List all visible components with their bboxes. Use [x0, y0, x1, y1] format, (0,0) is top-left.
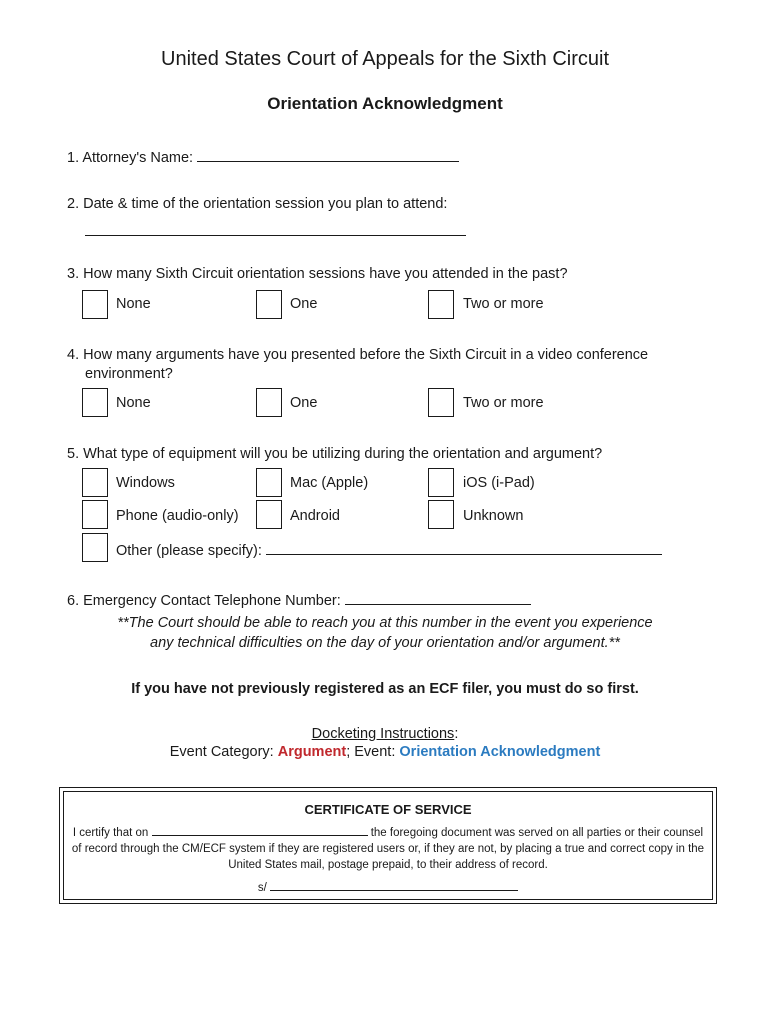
court-title: United States Court of Appeals for the Sixth Circuit [161, 48, 609, 70]
event-value: Orientation Acknowledgment [399, 744, 601, 760]
q3-one-label: One [290, 296, 318, 312]
q3-one-checkbox[interactable] [256, 290, 282, 319]
q3-two-or-more-checkbox[interactable] [428, 290, 454, 319]
question-attorney-name [67, 147, 459, 166]
question-emergency-phone [67, 590, 531, 609]
form-title: Orientation Acknowledgment [267, 94, 503, 113]
certificate-text-before: I certify that on [72, 827, 149, 839]
certificate-title: CERTIFICATE OF SERVICE [304, 802, 472, 817]
event-category-value: Argument [277, 744, 347, 760]
emergency-phone-label: 6. Emergency Contact Telephone Number: [67, 593, 341, 609]
q4-one-label: One [290, 395, 318, 411]
question-arguments-presented-cont: environment? [85, 366, 173, 382]
signature-prefix: s/ [257, 882, 267, 894]
certificate-text-after: the foregoing document was served on all parties or their counsel of record through the CM/ECF system if they are registered users or, if they are not, by placing a true and correct copy in the United States mail, postage prepaid, to their address of record. [71, 827, 705, 871]
question-arguments-presented: 4. How many arguments have you presented before the Sixth Circuit in a video conference [67, 347, 649, 363]
q5-windows-checkbox[interactable] [82, 468, 108, 497]
q5-other-field[interactable] [266, 540, 662, 555]
certificate-inner-border [63, 791, 713, 900]
signature-field[interactable] [270, 879, 518, 891]
question-equipment: 5. What type of equipment will you be utilizing during the orientation and argument? [67, 446, 603, 462]
q3-none-label: None [116, 296, 151, 312]
emergency-note-line1: **The Court should be able to reach you at this number in the event you experience [117, 615, 653, 631]
emergency-note-line2: any technical difficulties on the day of your orientation and/or argument.** [150, 635, 620, 651]
q5-windows-label: Windows [116, 475, 175, 491]
event-separator: ; Event: [346, 744, 400, 760]
q5-android-label: Android [290, 508, 340, 524]
attorney-name-label: 1. Attorney's Name: [67, 150, 194, 166]
question-session-date: 2. Date & time of the orientation session you plan to attend: [67, 196, 448, 212]
q5-other-row [116, 540, 662, 559]
q4-none-checkbox[interactable] [82, 388, 108, 417]
q5-other-label: Other (please specify): [116, 543, 262, 559]
q5-other-checkbox[interactable] [82, 533, 108, 562]
attorney-name-field[interactable] [197, 147, 459, 162]
q4-none-label: None [116, 395, 151, 411]
docketing-line [0, 744, 770, 760]
session-date-field[interactable] [85, 221, 466, 236]
q4-two-or-more-checkbox[interactable] [428, 388, 454, 417]
q5-ios-checkbox[interactable] [428, 468, 454, 497]
q4-two-or-more-label: Two or more [463, 395, 544, 411]
docketing-heading-text: Docketing Instructions [311, 726, 455, 742]
docketing-heading [0, 726, 770, 742]
q3-two-or-more-label: Two or more [463, 296, 544, 312]
event-category-prefix: Event Category: [169, 744, 278, 760]
question-sessions-attended: 3. How many Sixth Circuit orientation sessions have you attended in the past? [67, 266, 568, 282]
certificate-date-field[interactable] [152, 824, 368, 836]
certificate-signature-line [64, 879, 712, 894]
docketing-heading-colon: : [454, 726, 459, 742]
q5-mac-label: Mac (Apple) [290, 475, 369, 491]
certificate-of-service-box [59, 787, 717, 904]
q4-one-checkbox[interactable] [256, 388, 282, 417]
emergency-phone-field[interactable] [345, 590, 531, 605]
q5-unknown-label: Unknown [463, 508, 524, 524]
q5-mac-checkbox[interactable] [256, 468, 282, 497]
q5-unknown-checkbox[interactable] [428, 500, 454, 529]
certificate-body [70, 824, 706, 873]
q5-phone-checkbox[interactable] [82, 500, 108, 529]
q3-none-checkbox[interactable] [82, 290, 108, 319]
q5-phone-label: Phone (audio-only) [116, 508, 239, 524]
ecf-notice: If you have not previously registered as an ECF filer, you must do so first. [131, 681, 639, 697]
q5-ios-label: iOS (i-Pad) [463, 475, 535, 491]
q5-android-checkbox[interactable] [256, 500, 282, 529]
